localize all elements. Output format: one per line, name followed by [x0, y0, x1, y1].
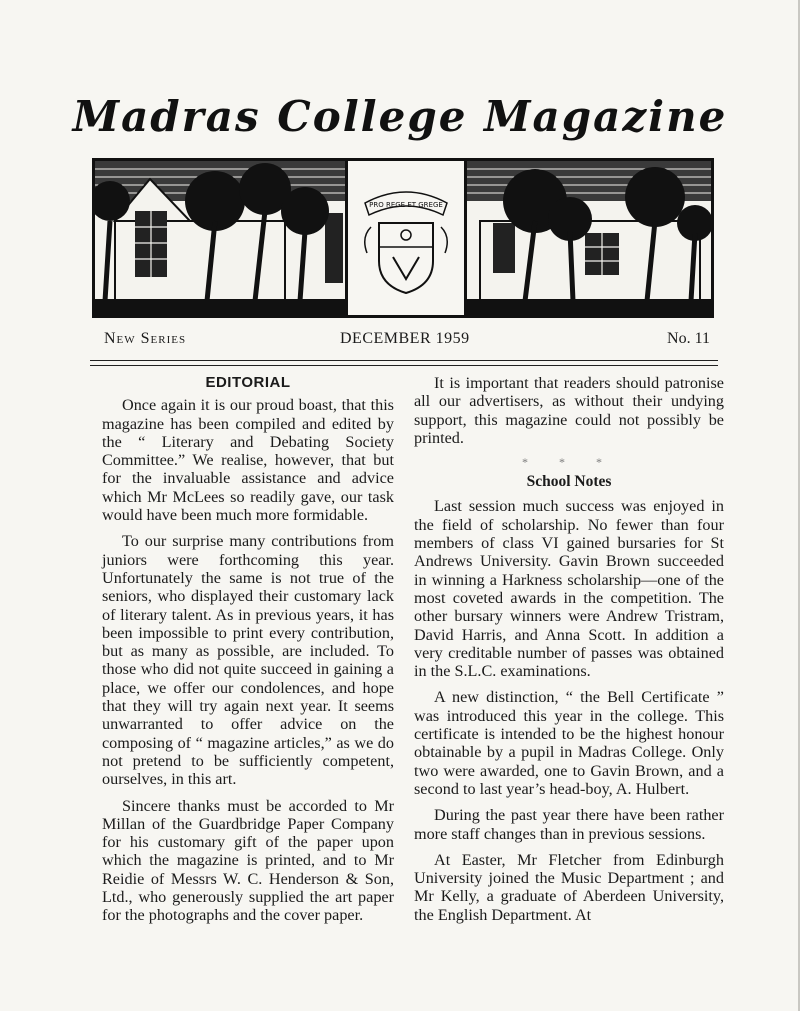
header-rule-bottom — [90, 365, 718, 366]
issue-date: DECEMBER 1959 — [340, 330, 470, 347]
section-separator: * * * — [522, 455, 616, 470]
header-rule-top — [90, 360, 718, 361]
issue-series: New Series — [104, 330, 187, 347]
crest-motto: PRO REGE ET GREGE — [369, 201, 443, 209]
school-notes-paragraph: A new distinction, “ the Bell Certificate ” was introduced this year in the college. This certificate is intended to be the highest honour obtainable by a pupil in Madras College. Only two were awarded, one to Gavin Brown, and a second to last year’s head-boy, A. Hulbert. — [414, 688, 724, 798]
banner-illustration — [92, 158, 714, 318]
right-column — [414, 374, 724, 932]
school-notes-paragraph: During the past year there have been rather more staff changes than in previous sessions. — [414, 806, 724, 843]
editorial-paragraph: It is important that readers should patronise all our advertisers, as without their undying support, this magazine could not possibly be printed. — [414, 374, 724, 447]
left-column — [102, 374, 394, 933]
editorial-heading: EDITORIAL — [205, 374, 291, 391]
masthead-title: Madras College Magazine — [72, 92, 728, 141]
editorial-paragraph: Sincere thanks must be accorded to Mr Millan of the Guardbridge Paper Company for his customary gift of the paper upon which the magazine is printed, and to Mr Reidie of Messrs W. C. Henderson & Son, Ltd., who generously supplied the art paper for the photographs and the cover paper. — [102, 796, 394, 925]
issue-info-row — [100, 330, 710, 352]
editorial-paragraph: To our surprise many contributions from juniors were forthcoming this year. Unfortunately the same is not true of the seniors, who displayed their customary lack of literary talent. As in previous years, it has been impossible to print every contribution, but as many as possible, are included. To those who did not quite succeed in gaining a place, we offer our condolences, and hope that they will try again next year. It seems unwarranted to offer advice on the composing of “ magazine articles,” as we do not pretend to be sufficiently competent, ourselves, in this art. — [102, 532, 394, 789]
school-notes-paragraph: At Easter, Mr Fletcher from Edinburgh University joined the Music Department ; and Mr Kelly, a graduate of Aberdeen University, the English Department. At — [414, 850, 724, 924]
right-building — [467, 161, 711, 315]
editorial-paragraph: Once again it is our proud boast, that this magazine has been compiled and edited by the “ Literary and Debating Society Committee.” We realise, however, that but for the invaluable assistance and advice which Mr McLees so readily gave, our task would have been much more formidable. — [102, 396, 394, 525]
banner-drawing — [95, 161, 711, 315]
school-notes-paragraph: Last session much success was enjoyed in the field of scholarship. No fewer than four members of class VI gained bursaries for St Andrews University. Gavin Brown succeeded in winning a Harkness scholarship—one of the most coveted awards in the competition. The other bursary winners were Andrew Tristram, David Harris, and Anna Scott. In addition a very creditable number of passes was obtained in the S.L.C. examinations. — [414, 497, 724, 681]
issue-number: No. 11 — [667, 330, 710, 347]
school-notes-heading: School Notes — [526, 473, 612, 491]
